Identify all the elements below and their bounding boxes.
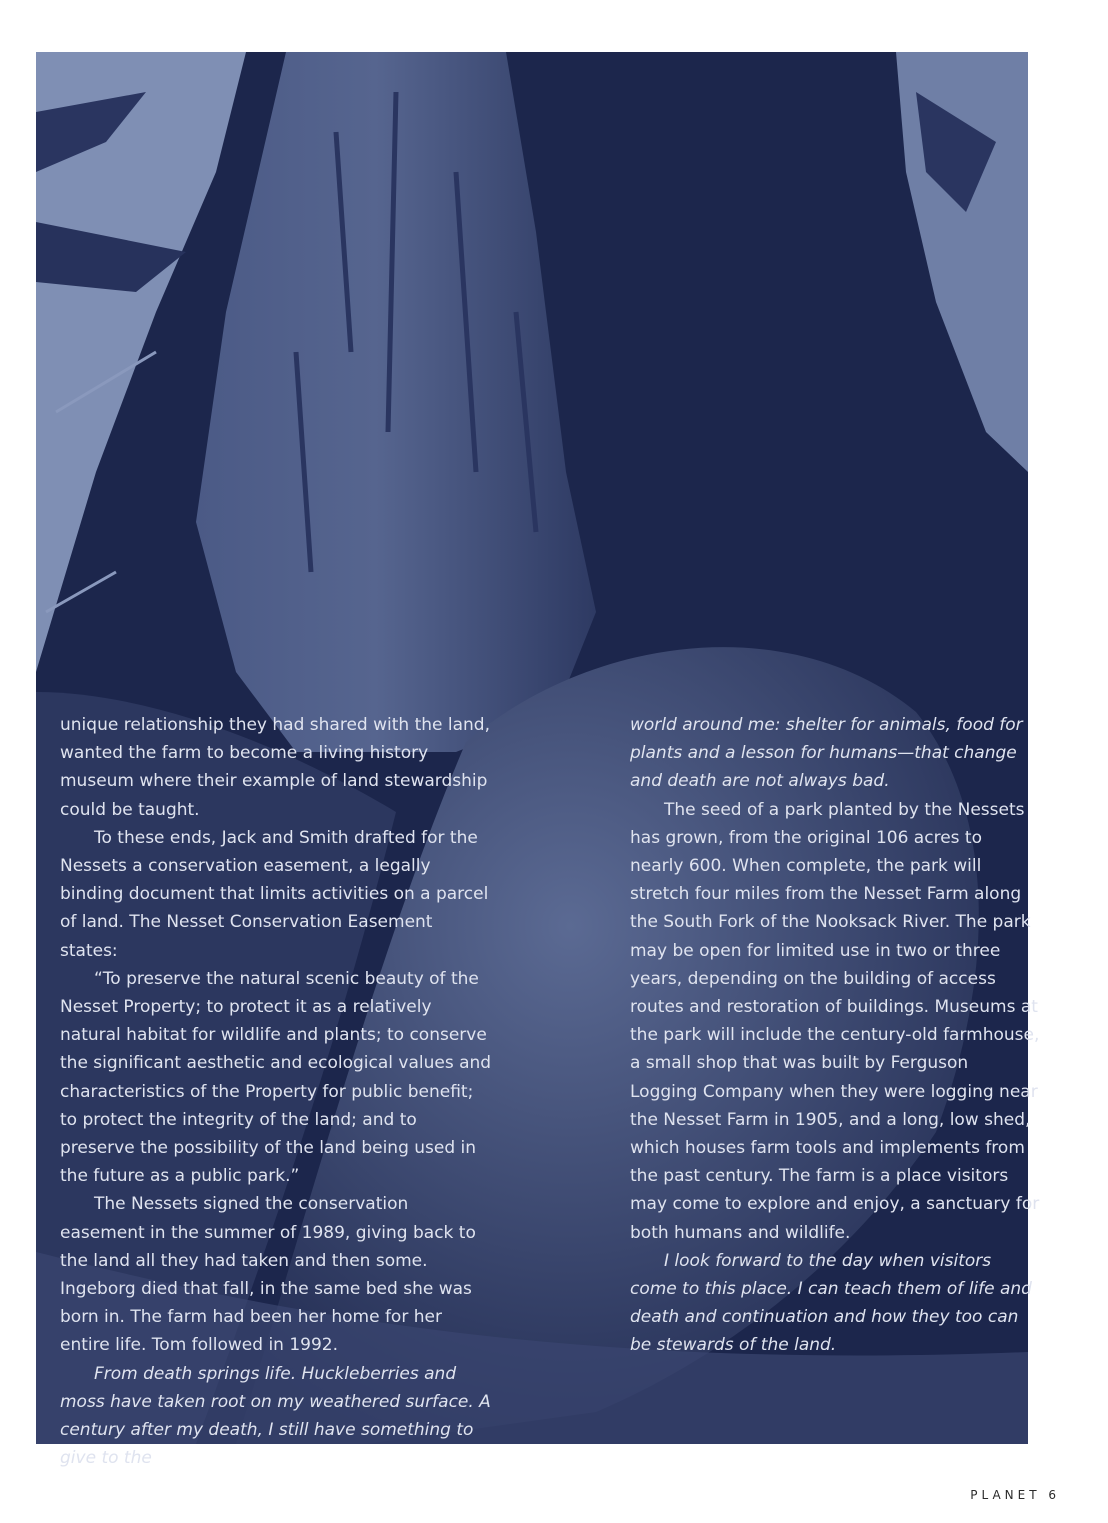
italic-paragraph: world around me: shelter for animals, food for plants and a lesson for humans—that change and death are not always bad. bbox=[630, 715, 1023, 792]
paragraph: unique relationship they had shared with the land, wanted the farm to become a living history museum where their example of land stewardship could be taught. bbox=[60, 715, 490, 820]
quotation-paragraph: “To preserve the natural scenic beauty of the Nesset Property; to protect it as a relatively natural habitat for wildlife and plants; to conserve the significant aesthetic and ecological values and characteristics of the Property for public benefit; to protect the integrity of the land; and to preserve the possibility of the land being used in the future as a public park.” bbox=[60, 968, 492, 1187]
paragraph: The seed of a park planted by the Nessets has grown, from the original 106 acres to nearly 600. When complete, the park will stretch four miles from the Nesset Farm along the South Fork of the Nooksack River. The park may be open for limited use in two or three years, depending on the building of access routes and restoration of buildings. Museums at the park will include the century-old farmhouse, a small shop that was built by Ferguson Logging Company when they were logging near the Nesset Farm in 1905, and a long, low shed, which houses farm tools and implements from the past century. The farm is a place visitors may come to explore and enjoy, a sanctuary for both humans and wildlife. bbox=[630, 799, 1040, 1243]
paragraph: To these ends, Jack and Smith drafted for the Nessets a conservation easement, a legally binding document that limits activities on a parcel of land. The Nesset Conservation Easement states: bbox=[60, 827, 489, 961]
italic-paragraph: I look forward to the day when visitors come to this place. I can teach them of life and death and continuation and how they too can be stewards of the land. bbox=[630, 1250, 1032, 1356]
paragraph: The Nessets signed the conservation easement in the summer of 1989, giving back to the land all they had taken and then some. Ingeborg died that fall, in the same bed she was born in. The farm had been her home for her entire life. Tom followed in 1992. bbox=[60, 1194, 476, 1356]
italic-paragraph: From death springs life. Huckleberries and moss have taken root on my weathered surface. A century after my death, I still have something to give to the bbox=[60, 1363, 491, 1469]
page-folio: PLANET 6 bbox=[970, 1488, 1060, 1502]
article-column-right bbox=[630, 711, 1040, 1360]
article-column-left bbox=[60, 711, 492, 1472]
